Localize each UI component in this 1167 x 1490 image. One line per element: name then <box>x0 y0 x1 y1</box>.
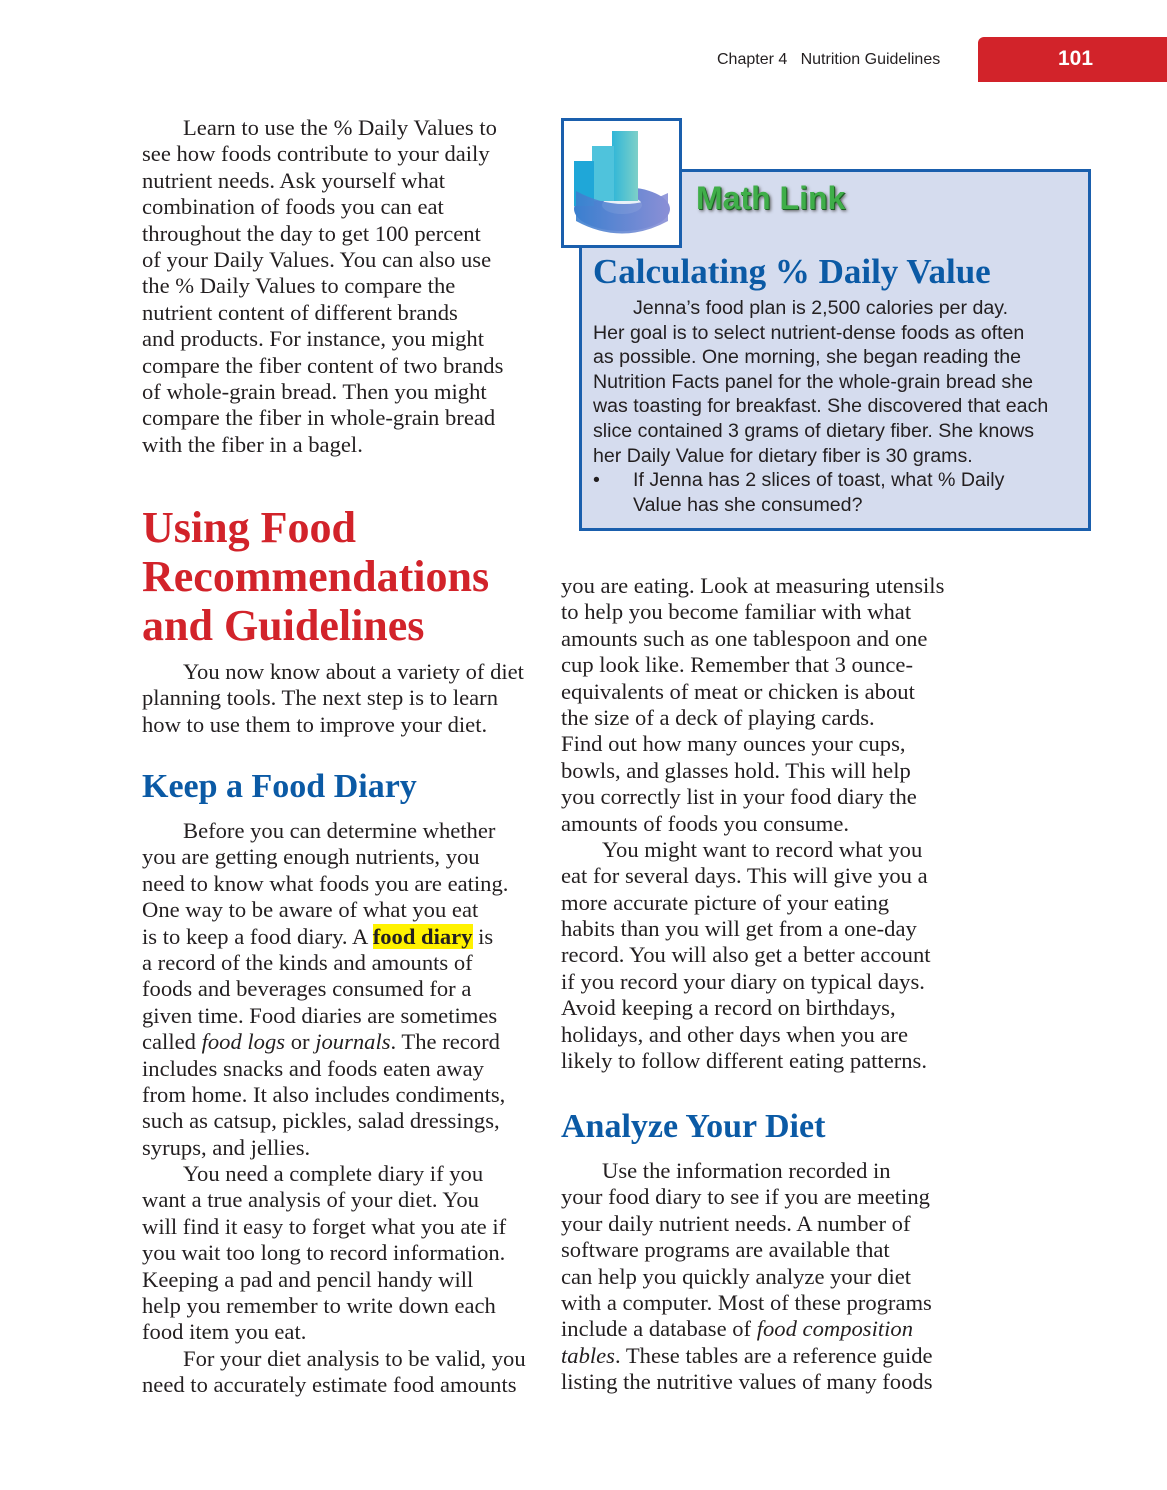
text-run: your daily nutrient needs. A number of <box>561 1210 911 1236</box>
text-run: with a computer. Most of these programs <box>561 1289 932 1315</box>
text-line <box>142 924 526 950</box>
text-line <box>561 1022 944 1048</box>
text-line <box>561 599 944 625</box>
math-link-body <box>593 296 1048 517</box>
body-line: was toasting for breakfast. She discovered that each <box>593 395 1049 418</box>
text-run: habits than you will get from a one-day <box>561 916 917 942</box>
text-run: Before you can determine whether <box>183 818 496 843</box>
text-run: foods and beverages consumed for a <box>142 976 472 1002</box>
text-line <box>142 844 526 870</box>
text-run: to help you become familiar with what <box>561 599 912 625</box>
section-title-line: and Guidelines <box>142 601 425 650</box>
text-line <box>142 1187 526 1213</box>
text-run: You might want to record what you <box>602 836 923 862</box>
food-diary-paragraph <box>142 818 526 1399</box>
text-run: You need a complete diary if you <box>183 1161 484 1187</box>
text-run: with the fiber in a bagel. <box>142 431 363 457</box>
text-run: bowls, and glasses hold. This will help <box>561 757 911 783</box>
chart-icon <box>561 118 682 248</box>
text-run: you are getting enough nutrients, you <box>142 844 480 870</box>
text-run: nutrient content of different brands <box>142 299 458 325</box>
text-run: see how foods contribute to your daily <box>142 141 490 167</box>
text-line <box>142 1161 526 1187</box>
body-line: slice contained 3 grams of dietary fiber. She knows <box>593 419 1035 442</box>
text-line <box>142 659 524 685</box>
text-line <box>561 731 944 757</box>
text-line <box>561 679 944 705</box>
section-title-line: Using Food <box>142 503 356 552</box>
text-run: compare the fiber in whole-grain bread <box>142 405 496 431</box>
text-run: from home. It also includes condiments, <box>142 1081 506 1107</box>
text-run: likely to follow different eating patterns. <box>561 1048 928 1074</box>
text-line <box>142 300 503 326</box>
text-run: cup look like. Remember that 3 ounce- <box>561 652 913 678</box>
text-line <box>561 942 944 968</box>
text-run: . The record <box>390 1029 500 1055</box>
question-line <box>593 468 1048 493</box>
text-line <box>561 916 944 942</box>
text-line <box>142 405 503 431</box>
italic-term: food logs <box>201 1029 286 1055</box>
text-line <box>142 685 524 711</box>
text-line <box>142 1082 526 1108</box>
text-run: combination of foods you can eat <box>142 194 444 220</box>
text-run: amounts such as one tablespoon and one <box>561 625 928 651</box>
subheading-keep-food-diary: Keep a Food Diary <box>142 768 417 805</box>
body-line: Jenna’s food plan is 2,500 calories per day. <box>633 297 1009 319</box>
text-line <box>561 811 944 837</box>
right-paragraph <box>561 573 944 1074</box>
text-line <box>561 863 944 889</box>
analyze-paragraph <box>561 1158 933 1396</box>
body-line: as possible. One morning, she began reading the <box>593 346 1022 369</box>
text-line <box>142 1108 526 1134</box>
text-line <box>142 1029 526 1055</box>
text-run: syrups, and jellies. <box>142 1134 311 1160</box>
text-line <box>561 1343 933 1369</box>
text-run: nutrient needs. Ask yourself what <box>142 167 446 193</box>
text-run: amounts of foods you consume. <box>561 810 850 836</box>
bullet-icon: • <box>593 469 600 492</box>
subheading-analyze-diet: Analyze Your Diet <box>561 1108 826 1145</box>
text-line <box>561 626 944 652</box>
text-line <box>561 705 944 731</box>
italic-term: food composition <box>756 1316 914 1342</box>
text-run: help you remember to write down each <box>142 1293 496 1319</box>
text-line <box>142 141 503 167</box>
text-line <box>142 976 526 1002</box>
text-line <box>142 871 526 897</box>
text-run: of whole-grain bread. Then you might <box>142 378 487 404</box>
text-line <box>142 1267 526 1293</box>
text-run: planning tools. The next step is to learn <box>142 685 499 711</box>
text-line <box>561 1048 944 1074</box>
text-line <box>142 1319 526 1345</box>
text-line <box>142 353 503 379</box>
text-line <box>561 1158 933 1184</box>
text-line <box>142 950 526 976</box>
section-title <box>142 503 489 650</box>
text-run: compare the fiber content of two brands <box>142 352 504 378</box>
text-line <box>142 194 503 220</box>
text-run: more accurate picture of your eating <box>561 889 890 915</box>
text-line <box>561 1369 933 1395</box>
text-line <box>142 221 503 247</box>
intro-paragraph <box>142 115 503 458</box>
text-line <box>142 1214 526 1240</box>
text-line <box>561 1184 933 1210</box>
text-run: can help you quickly analyze your diet <box>561 1263 912 1289</box>
text-line <box>561 784 944 810</box>
text-line <box>142 1003 526 1029</box>
text-line <box>561 758 944 784</box>
text-line <box>561 1290 933 1316</box>
text-run: Avoid keeping a record on birthdays, <box>561 995 896 1021</box>
text-run: . These tables are a reference guide <box>614 1342 933 1368</box>
italic-term: tables <box>561 1342 615 1368</box>
text-run: you correctly list in your food diary the <box>561 784 917 810</box>
text-run: want a true analysis of your diet. You <box>142 1187 479 1213</box>
body-line: her Daily Value for dietary fiber is 30 grams. <box>593 444 973 467</box>
text-line <box>142 379 503 405</box>
text-run: You now know about a variety of diet <box>183 659 524 684</box>
text-line <box>561 573 944 599</box>
text-run: equivalents of meat or chicken is about <box>561 678 915 704</box>
body-line: Nutrition Facts panel for the whole-grain bread she <box>593 370 1034 393</box>
text-run: include a database of <box>561 1316 757 1342</box>
text-line <box>142 897 526 923</box>
text-line <box>561 1264 933 1290</box>
text-run: is <box>472 923 494 949</box>
text-line <box>142 1372 526 1398</box>
text-line <box>561 995 944 1021</box>
text-run: Keeping a pad and pencil handy will <box>142 1266 474 1292</box>
text-line <box>142 1240 526 1266</box>
italic-term: journals <box>315 1029 391 1055</box>
text-run: eat for several days. This will give you a <box>561 863 928 889</box>
chapter-header: Chapter 4 Nutrition Guidelines <box>717 51 941 68</box>
text-line <box>142 247 503 273</box>
text-line <box>142 273 503 299</box>
text-line <box>142 115 503 141</box>
page-number-tab <box>978 37 1167 82</box>
text-line <box>561 890 944 916</box>
text-line <box>142 168 503 194</box>
text-line <box>142 1346 526 1372</box>
text-line <box>142 326 503 352</box>
text-line <box>142 1293 526 1319</box>
text-line <box>142 712 524 738</box>
math-link-title: Calculating % Daily Value <box>593 252 991 291</box>
text-line <box>561 1237 933 1263</box>
text-run: the % Daily Values to compare the <box>142 273 456 299</box>
text-line <box>142 818 526 844</box>
text-run: throughout the day to get 100 percent <box>142 220 481 246</box>
page-number: 101 <box>1058 47 1094 70</box>
text-run: a record of the kinds and amounts of <box>142 949 473 975</box>
text-run: Use the information recorded in <box>602 1158 891 1183</box>
text-run: of your Daily Values. You can also use <box>142 246 492 272</box>
text-run: need to know what foods you are eating. <box>142 870 509 896</box>
text-run: holidays, and other days when you are <box>561 1021 908 1047</box>
section-title-line: Recommendations <box>142 552 490 601</box>
section-intro-paragraph <box>142 659 524 738</box>
text-run: how to use them to improve your diet. <box>142 711 488 737</box>
text-run: will find it easy to forget what you ate if <box>142 1213 507 1239</box>
text-run: such as catsup, pickles, salad dressings, <box>142 1108 500 1134</box>
question-text: If Jenna has 2 slices of toast, what % Daily <box>633 469 1005 492</box>
text-run: or <box>285 1029 316 1055</box>
text-run: food item you eat. <box>142 1319 307 1345</box>
text-line <box>561 1211 933 1237</box>
text-run: software programs are available that <box>561 1237 890 1263</box>
text-line <box>561 652 944 678</box>
text-run: and products. For instance, you might <box>142 326 484 352</box>
text-run: For your diet analysis to be valid, you <box>183 1345 526 1371</box>
text-run: if you record your diary on typical days. <box>561 968 925 994</box>
text-line <box>142 1135 526 1161</box>
text-run: Find out how many ounces your cups, <box>561 731 906 757</box>
text-run: record. You will also get a better account <box>561 942 931 968</box>
text-run: Learn to use the % Daily Values to <box>183 115 497 140</box>
text-run: listing the nutritive values of many foods <box>561 1369 933 1395</box>
text-line <box>561 837 944 863</box>
body-line: Her goal is to select nutrient-dense foods as often <box>593 321 1025 344</box>
text-run: includes snacks and foods eaten away <box>142 1055 484 1081</box>
text-run: the size of a deck of playing cards. <box>561 704 875 730</box>
text-run: you are eating. Look at measuring utensils <box>561 573 945 598</box>
text-run: given time. Food diaries are sometimes <box>142 1002 498 1028</box>
question-line: Value has she consumed? <box>633 493 863 516</box>
text-run: called <box>142 1029 202 1055</box>
highlighted-term: food diary <box>372 923 473 949</box>
math-link-label: Math Link <box>696 180 846 216</box>
text-line <box>561 969 944 995</box>
text-run: need to accurately estimate food amounts <box>142 1372 517 1398</box>
text-run: you wait too long to record information. <box>142 1240 506 1266</box>
text-line <box>561 1316 933 1342</box>
text-run: is to keep a food diary. A <box>142 923 373 949</box>
text-run: your food diary to see if you are meeting <box>561 1184 930 1210</box>
text-line <box>142 1056 526 1082</box>
text-run: One way to be aware of what you eat <box>142 897 479 923</box>
text-line <box>142 432 503 458</box>
